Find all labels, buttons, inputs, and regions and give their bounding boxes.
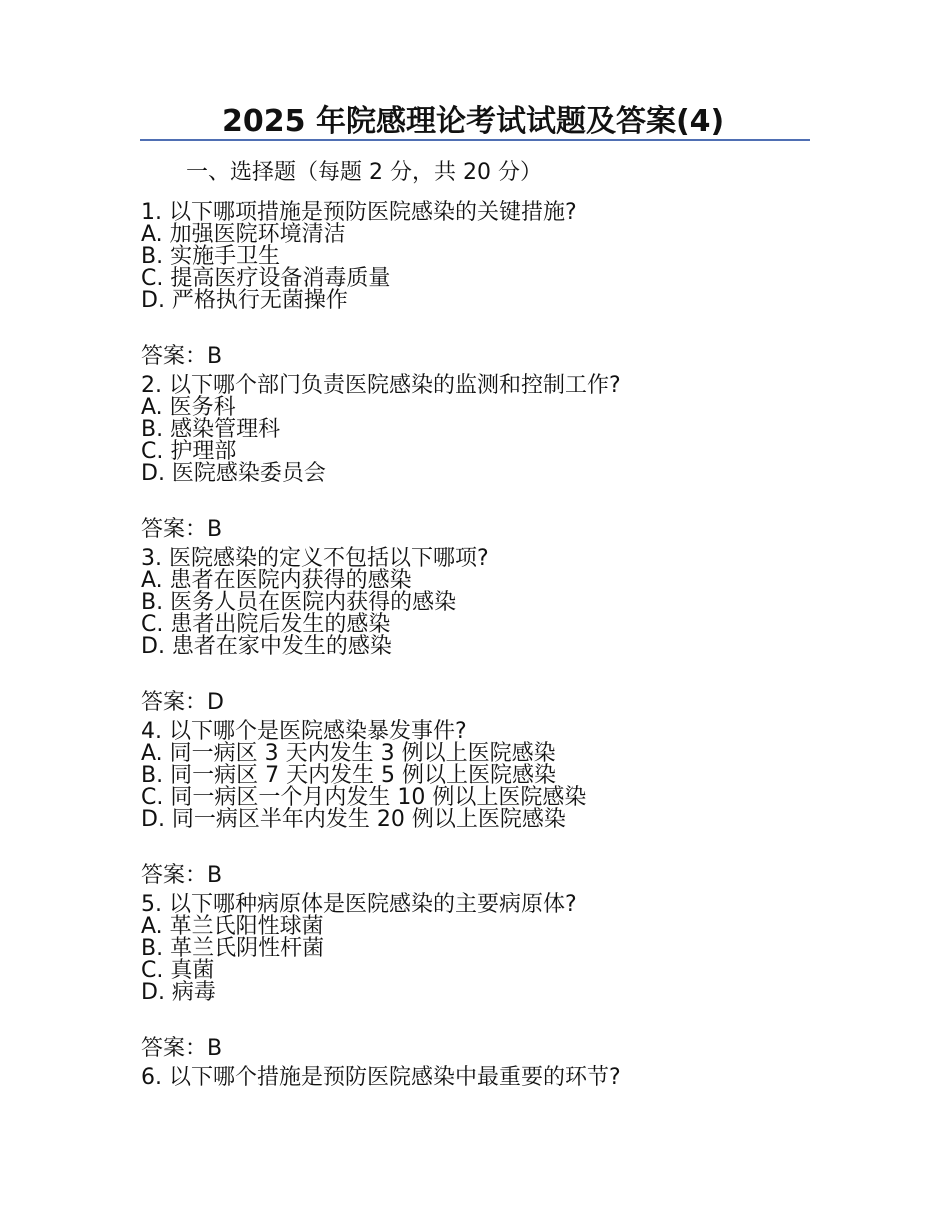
option-a: A. 医务科 xyxy=(141,395,236,420)
question-3 xyxy=(141,548,841,721)
option-c: C. 护理部 xyxy=(141,439,237,464)
option-d: D. 医院感染委员会 xyxy=(141,461,326,486)
option-b: B. 实施手卫生 xyxy=(141,244,281,269)
question-stem: 5. 以下哪种病原体是医院感染的主要病原体? xyxy=(141,892,577,917)
option-d: D. 严格执行无菌操作 xyxy=(141,288,348,313)
question-list xyxy=(141,202,841,1107)
option-b: B. 感染管理科 xyxy=(141,417,281,442)
question-stem: 2. 以下哪个部门负责医院感染的监测和控制工作? xyxy=(141,373,621,398)
option-b: B. 医务人员在医院内获得的感染 xyxy=(141,590,457,615)
question-6 xyxy=(141,1067,841,1107)
answer-line: 答案：B xyxy=(141,863,223,888)
option-a: A. 加强医院环境清洁 xyxy=(141,222,346,247)
option-b: B. 同一病区 7 天内发生 5 例以上医院感染 xyxy=(141,763,557,788)
option-c: C. 真菌 xyxy=(141,958,215,983)
question-2 xyxy=(141,375,841,548)
answer-line: 答案：B xyxy=(141,517,223,542)
option-d: D. 病毒 xyxy=(141,980,216,1005)
option-a: A. 同一病区 3 天内发生 3 例以上医院感染 xyxy=(141,741,556,766)
option-a: A. 革兰氏阳性球菌 xyxy=(141,914,324,939)
option-d: D. 同一病区半年内发生 20 例以上医院感染 xyxy=(141,807,566,832)
option-c: C. 提高医疗设备消毒质量 xyxy=(141,266,391,291)
answer-line: 答案：B xyxy=(141,344,223,369)
question-stem: 6. 以下哪个措施是预防医院感染中最重要的环节? xyxy=(141,1065,621,1090)
question-stem: 3. 医院感染的定义不包括以下哪项? xyxy=(141,546,489,571)
document-title: 2025 年院感理论考试试题及答案(4) xyxy=(222,104,725,139)
answer-line: 答案：D xyxy=(141,690,224,715)
question-1 xyxy=(141,202,841,375)
title-underline xyxy=(140,139,810,141)
option-c: C. 同一病区一个月内发生 10 例以上医院感染 xyxy=(141,785,587,810)
option-d: D. 患者在家中发生的感染 xyxy=(141,634,392,659)
option-a: A. 患者在医院内获得的感染 xyxy=(141,568,412,593)
question-stem: 4. 以下哪个是医院感染暴发事件? xyxy=(141,719,467,744)
section-heading: 一、选择题（每题 2 分，共 20 分） xyxy=(186,160,542,185)
option-b: B. 革兰氏阴性杆菌 xyxy=(141,936,325,961)
question-5 xyxy=(141,894,841,1067)
answer-line: 答案：B xyxy=(141,1036,223,1061)
question-stem: 1. 以下哪项措施是预防医院感染的关键措施? xyxy=(141,200,577,225)
option-c: C. 患者出院后发生的感染 xyxy=(141,612,391,637)
question-4 xyxy=(141,721,841,894)
